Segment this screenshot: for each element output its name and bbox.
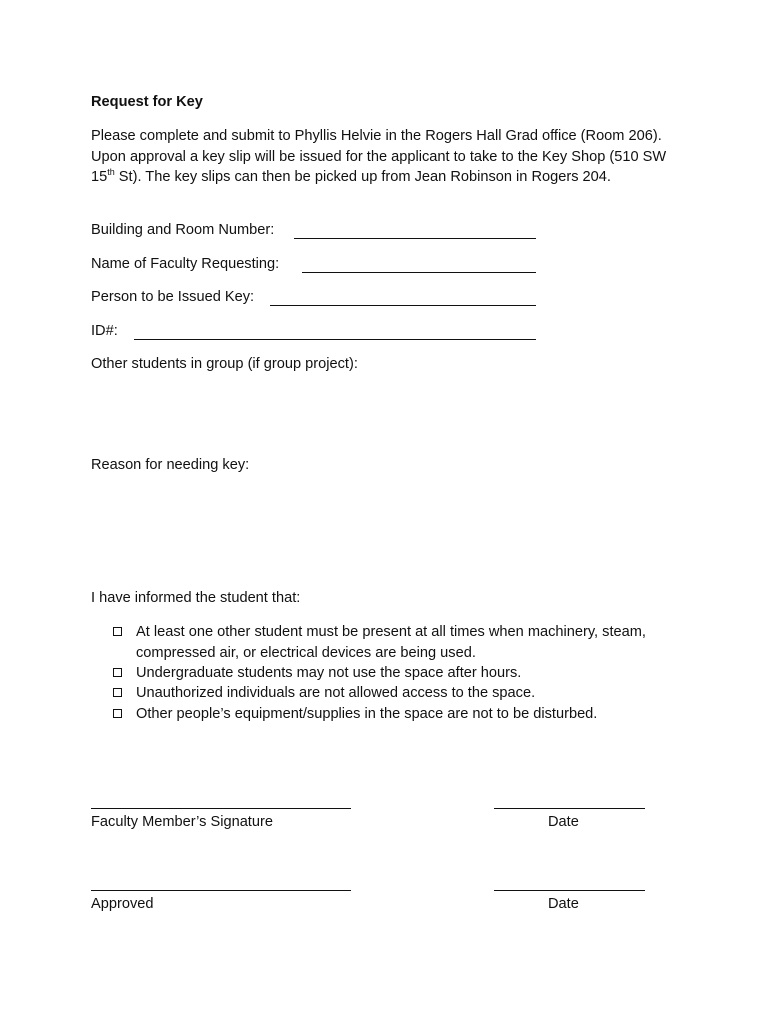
instructions-text-part1: Please complete and submit to Phyllis Helvie in the Rogers Hall Grad office (Room 206). Upon approval a key slip will be issued for the applicant to take to the Key Shop (510 SW 15	[91, 128, 667, 185]
signature-date-field[interactable]	[494, 785, 645, 808]
approved-signature-line	[91, 890, 351, 891]
id-underline	[134, 339, 536, 340]
informed-label: I have informed the student that:	[91, 590, 301, 606]
signature-date-line	[494, 808, 645, 809]
building-room-underline	[294, 238, 536, 239]
faculty-signature-field[interactable]	[91, 785, 351, 808]
checklist-item[interactable]	[113, 704, 693, 725]
instructions-text-part2: St). The key slips can then be picked up from Jean Robinson in Rogers 204.	[114, 169, 611, 185]
checkbox-icon[interactable]	[113, 627, 122, 636]
checklist-item[interactable]	[113, 663, 693, 684]
reason-area[interactable]	[91, 479, 681, 579]
id-label: ID#:	[91, 323, 118, 339]
building-room-label: Building and Room Number:	[91, 222, 275, 238]
person-issued-field[interactable]	[270, 287, 536, 305]
instructions-superscript: th	[107, 167, 115, 178]
faculty-requesting-underline	[302, 272, 536, 273]
faculty-signature-line	[91, 808, 351, 809]
checkbox-icon[interactable]	[113, 668, 122, 677]
checklist-item[interactable]	[113, 683, 693, 704]
instructions-paragraph	[91, 126, 681, 188]
approved-label: Approved	[91, 896, 154, 912]
form-title: Request for Key	[91, 94, 203, 110]
checklist-item-text: Other people’s equipment/supplies in the space are not to be disturbed.	[136, 706, 598, 722]
building-room-field[interactable]	[294, 220, 536, 238]
faculty-requesting-field[interactable]	[302, 254, 536, 272]
faculty-signature-label: Faculty Member’s Signature	[91, 814, 273, 830]
id-field[interactable]	[134, 321, 536, 339]
checklist-item[interactable]	[113, 622, 693, 664]
approved-date-label: Date	[548, 896, 579, 912]
approved-signature-field[interactable]	[91, 867, 351, 890]
checklist-item-text: Unauthorized individuals are not allowed access to the space.	[136, 685, 536, 701]
approved-date-line	[494, 890, 645, 891]
person-issued-underline	[270, 305, 536, 306]
approved-date-field[interactable]	[494, 867, 645, 890]
checklist-item-text: Undergraduate students may not use the space after hours.	[136, 665, 522, 681]
faculty-requesting-label: Name of Faculty Requesting:	[91, 256, 280, 272]
checkbox-icon[interactable]	[113, 688, 122, 697]
checkbox-icon[interactable]	[113, 709, 122, 718]
other-students-label: Other students in group (if group project):	[91, 356, 358, 372]
person-issued-label: Person to be Issued Key:	[91, 289, 255, 305]
signature-date-label: Date	[548, 814, 579, 830]
other-students-area[interactable]	[91, 378, 681, 448]
reason-label: Reason for needing key:	[91, 457, 250, 473]
checklist-item-text: At least one other student must be present at all times when machinery, steam, compressed air, or electrical devices are being used.	[136, 624, 646, 661]
